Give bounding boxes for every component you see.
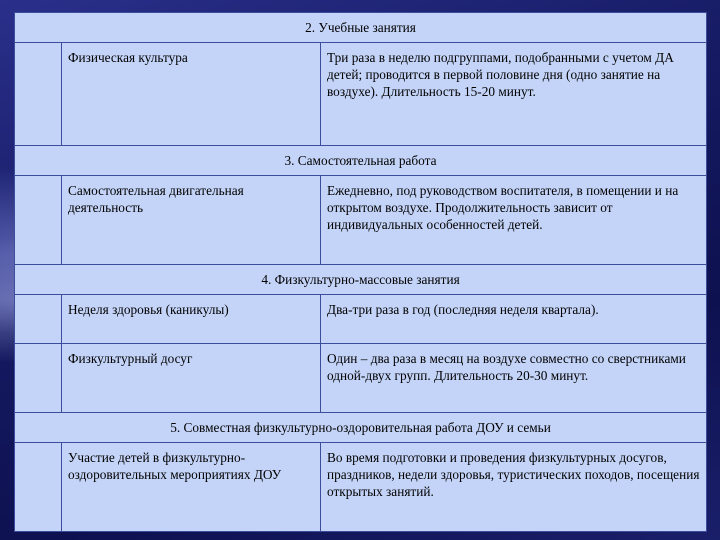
section-header-row (15, 265, 707, 295)
section-title: 4. Физкультурно-массовые занятия (15, 265, 707, 295)
empty-cell (15, 295, 62, 344)
section-header-row (15, 413, 707, 443)
activity-description: Ежедневно, под руководством воспитателя, в помещении и на открытом воздухе. Продолжительность зависит от индивидуальных особенностей детей. (321, 176, 707, 265)
table-row (15, 443, 707, 532)
table-row (15, 295, 707, 344)
activity-description: Три раза в неделю подгруппами, подобранными с учетом ДА детей; проводится в первой половине дня (одно занятие на воздухе). Длительность 15-20 минут. (321, 43, 707, 146)
activity-description: Один – два раза в месяц на воздухе совместно со сверстниками одной-двух групп. Длительность 20-30 минут. (321, 344, 707, 413)
empty-cell (15, 176, 62, 265)
table-row (15, 43, 707, 146)
section-title: 5. Совместная физкультурно-оздоровительная работа ДОУ и семьи (15, 413, 707, 443)
activity-name: Физическая культура (62, 43, 321, 146)
table-row (15, 344, 707, 413)
activity-description: Два-три раза в год (последняя неделя квартала). (321, 295, 707, 344)
activities-table (14, 12, 707, 532)
empty-cell (15, 443, 62, 532)
activity-name: Участие детей в физкультурно-оздоровительных мероприятиях ДОУ (62, 443, 321, 532)
section-header-row (15, 13, 707, 43)
empty-cell (15, 43, 62, 146)
section-title: 3. Самостоятельная работа (15, 146, 707, 176)
table-row (15, 176, 707, 265)
activity-name: Физкультурный досуг (62, 344, 321, 413)
empty-cell (15, 344, 62, 413)
activity-name: Неделя здоровья (каникулы) (62, 295, 321, 344)
activity-name: Самостоятельная двигательная деятельность (62, 176, 321, 265)
section-title: 2. Учебные занятия (15, 13, 707, 43)
section-header-row (15, 146, 707, 176)
activity-description: Во время подготовки и проведения физкультурных досугов, праздников, недели здоровья, туристических походов, посещения открытых занятий. (321, 443, 707, 532)
